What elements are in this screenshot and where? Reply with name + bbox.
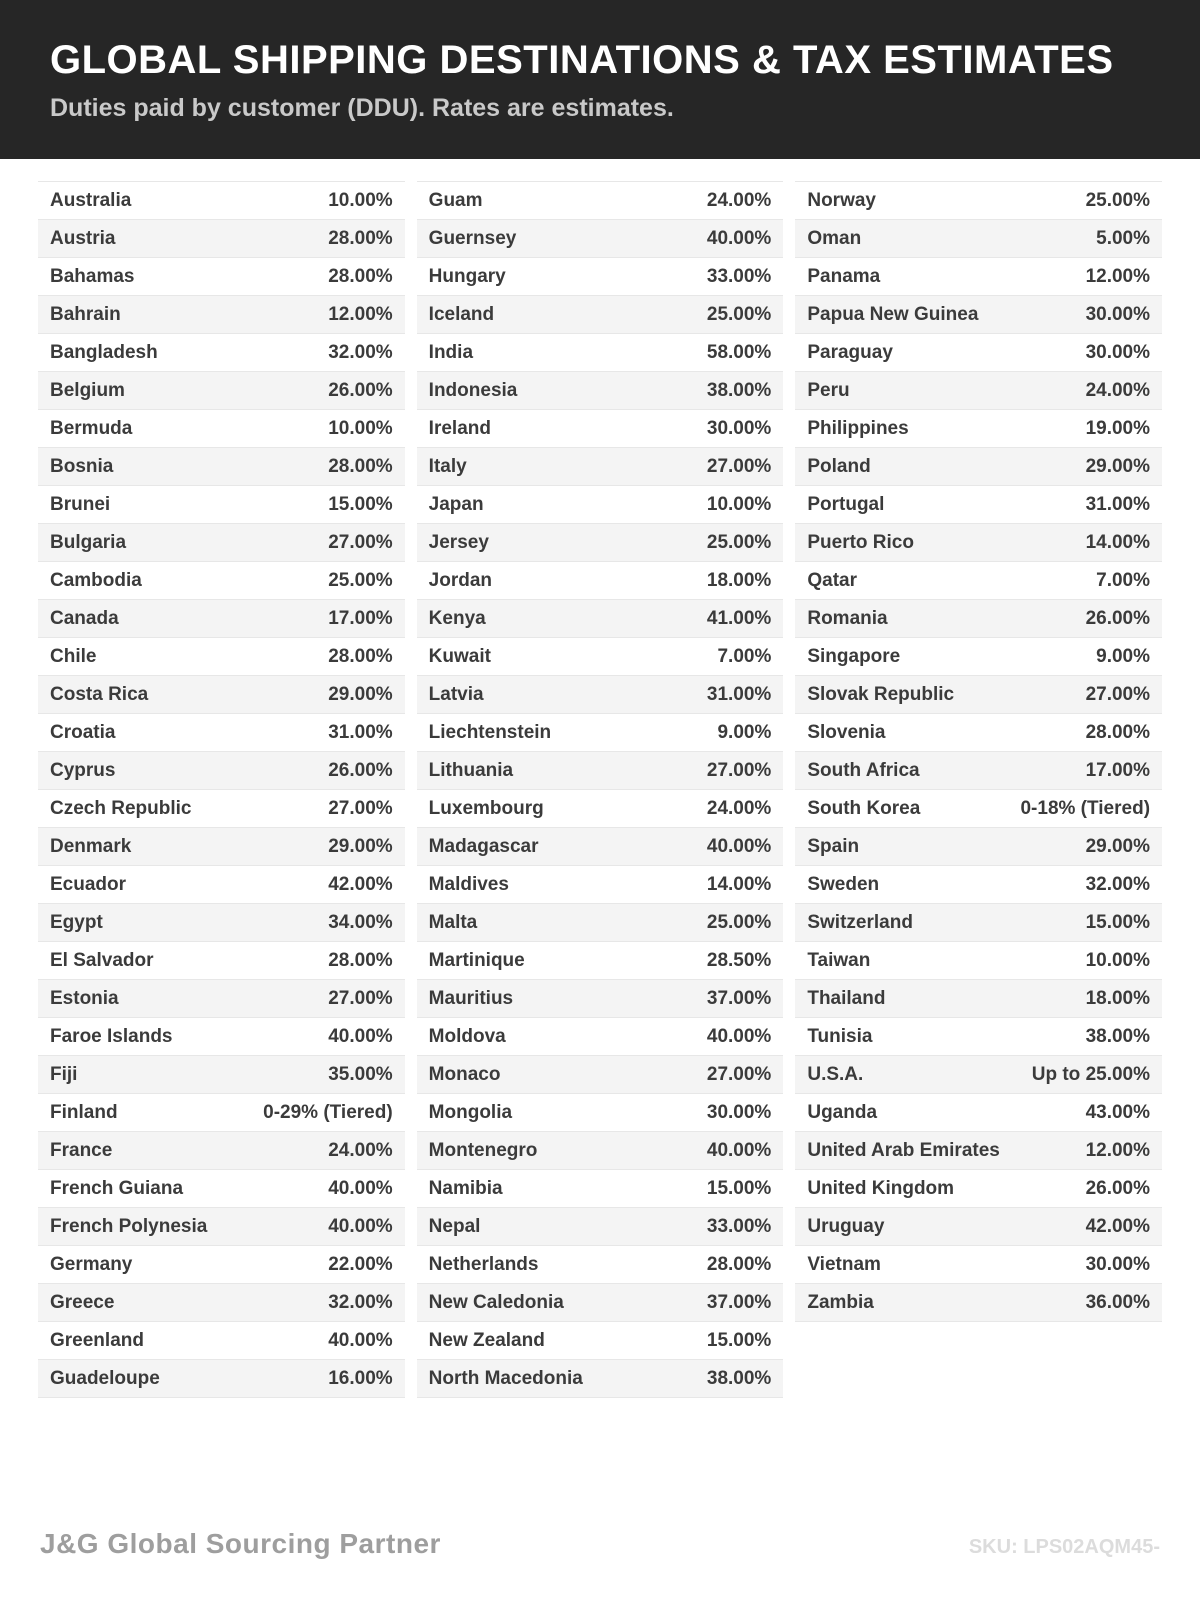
tax-rate: 28.00% bbox=[1085, 721, 1151, 743]
country-name: Madagascar bbox=[428, 835, 539, 857]
tax-rate: 15.00% bbox=[1085, 911, 1151, 933]
tax-rate: 22.00% bbox=[328, 1253, 393, 1275]
country-name: Latvia bbox=[428, 683, 484, 705]
tax-rate: 28.00% bbox=[328, 645, 393, 667]
country-name: Romania bbox=[807, 607, 888, 629]
tax-rate: 10.00% bbox=[706, 493, 772, 515]
tax-rate: 24.00% bbox=[328, 1139, 393, 1161]
brand-name: J&G Global Sourcing Partner bbox=[40, 1528, 441, 1559]
country-name: United Arab Emirates bbox=[807, 1139, 1000, 1161]
country-name: Czech Republic bbox=[50, 797, 192, 819]
country-name: Papua New Guinea bbox=[807, 303, 979, 325]
tax-rate: 28.00% bbox=[328, 949, 393, 971]
rate-column bbox=[795, 181, 1162, 1322]
country-name: Thailand bbox=[807, 987, 886, 1009]
table-row bbox=[795, 258, 1162, 296]
tax-rate: 30.00% bbox=[1085, 1253, 1151, 1275]
country-name: Cambodia bbox=[50, 569, 142, 591]
country-name: United Kingdom bbox=[807, 1177, 955, 1199]
country-name: Tunisia bbox=[807, 1025, 873, 1047]
table-row bbox=[38, 828, 405, 866]
table-row bbox=[417, 334, 784, 372]
tax-rate: 38.00% bbox=[706, 1367, 772, 1389]
tax-rate: 25.00% bbox=[706, 911, 772, 933]
tax-rate: 31.00% bbox=[706, 683, 772, 705]
tax-rate: 5.00% bbox=[1096, 227, 1151, 249]
tax-rate: 9.00% bbox=[1096, 645, 1151, 667]
table-row bbox=[417, 1360, 784, 1398]
country-name: Poland bbox=[807, 455, 871, 477]
tax-rate: 41.00% bbox=[706, 607, 772, 629]
table-row bbox=[795, 714, 1162, 752]
table-row bbox=[795, 182, 1162, 220]
tax-rate: 58.00% bbox=[706, 341, 772, 363]
tax-rate: 28.00% bbox=[328, 455, 393, 477]
country-name: Switzerland bbox=[807, 911, 913, 933]
table-row bbox=[38, 220, 405, 258]
rates-table bbox=[0, 159, 1200, 1398]
tax-rate: 42.00% bbox=[328, 873, 393, 895]
country-name: Philippines bbox=[807, 417, 909, 439]
tax-rate: 26.00% bbox=[328, 759, 393, 781]
tax-rate: 33.00% bbox=[706, 1215, 772, 1237]
country-name: New Caledonia bbox=[428, 1291, 564, 1313]
table-row bbox=[38, 1056, 405, 1094]
table-row bbox=[38, 1132, 405, 1170]
tax-rate: 37.00% bbox=[706, 1291, 772, 1313]
country-name: French Polynesia bbox=[50, 1215, 208, 1237]
table-row bbox=[795, 410, 1162, 448]
tax-rate: 30.00% bbox=[1085, 341, 1151, 363]
tax-rate: 29.00% bbox=[1085, 835, 1151, 857]
table-row bbox=[417, 182, 784, 220]
table-row bbox=[38, 1094, 405, 1132]
country-name: Faroe Islands bbox=[50, 1025, 173, 1047]
tax-rate: 29.00% bbox=[328, 835, 393, 857]
country-name: Singapore bbox=[807, 645, 901, 667]
table-row bbox=[795, 1094, 1162, 1132]
table-row bbox=[417, 1094, 784, 1132]
tax-rate: 12.00% bbox=[1085, 1139, 1151, 1161]
country-name: Slovak Republic bbox=[807, 683, 955, 705]
tax-rate: 18.00% bbox=[706, 569, 772, 591]
tax-rate: 32.00% bbox=[328, 341, 393, 363]
tax-rate: 24.00% bbox=[1085, 379, 1151, 401]
country-name: Jersey bbox=[428, 531, 489, 553]
tax-rate: 15.00% bbox=[328, 493, 393, 515]
table-row bbox=[38, 1322, 405, 1360]
country-name: South Africa bbox=[807, 759, 920, 781]
country-name: Kuwait bbox=[428, 645, 491, 667]
tax-rate: 38.00% bbox=[706, 379, 772, 401]
country-name: Fiji bbox=[50, 1063, 78, 1085]
tax-rate: Up to 25.00% bbox=[1031, 1063, 1151, 1085]
rate-column bbox=[38, 181, 405, 1398]
country-name: North Macedonia bbox=[428, 1367, 583, 1389]
country-name: Slovenia bbox=[807, 721, 886, 743]
table-row bbox=[417, 676, 784, 714]
tax-rate: 25.00% bbox=[328, 569, 393, 591]
country-name: Costa Rica bbox=[50, 683, 149, 705]
country-name: New Zealand bbox=[428, 1329, 545, 1351]
table-row bbox=[417, 980, 784, 1018]
tax-rate: 27.00% bbox=[1085, 683, 1151, 705]
country-name: Denmark bbox=[50, 835, 132, 857]
table-row bbox=[38, 980, 405, 1018]
country-name: Bermuda bbox=[50, 417, 133, 439]
tax-rate: 35.00% bbox=[328, 1063, 393, 1085]
country-name: Namibia bbox=[428, 1177, 503, 1199]
tax-rate: 9.00% bbox=[717, 721, 772, 743]
country-name: Zambia bbox=[807, 1291, 874, 1313]
tax-rate: 18.00% bbox=[1085, 987, 1151, 1009]
country-name: Guadeloupe bbox=[50, 1367, 160, 1389]
tax-rate: 14.00% bbox=[1085, 531, 1151, 553]
tax-rate: 0-18% (Tiered) bbox=[1020, 797, 1151, 819]
table-row bbox=[38, 866, 405, 904]
country-name: Norway bbox=[807, 189, 876, 211]
country-name: Jordan bbox=[428, 569, 493, 591]
country-name: Ecuador bbox=[50, 873, 127, 895]
tax-rate: 40.00% bbox=[328, 1215, 393, 1237]
country-name: Greece bbox=[50, 1291, 115, 1313]
country-name: India bbox=[428, 341, 474, 363]
tax-rate: 33.00% bbox=[706, 265, 772, 287]
table-row bbox=[417, 866, 784, 904]
table-row bbox=[38, 486, 405, 524]
tax-rate: 31.00% bbox=[1085, 493, 1151, 515]
page-subtitle: Duties paid by customer (DDU). Rates are estimates. bbox=[50, 94, 674, 122]
country-name: Spain bbox=[807, 835, 860, 857]
country-name: Montenegro bbox=[428, 1139, 538, 1161]
table-row bbox=[38, 752, 405, 790]
country-name: Martinique bbox=[428, 949, 525, 971]
table-row bbox=[38, 372, 405, 410]
tax-rate: 10.00% bbox=[328, 189, 393, 211]
sku-label: SKU: LPS02AQM45- bbox=[968, 1536, 1160, 1558]
table-row bbox=[417, 1056, 784, 1094]
table-row bbox=[795, 638, 1162, 676]
table-row bbox=[795, 448, 1162, 486]
table-row bbox=[38, 790, 405, 828]
table-row bbox=[795, 1132, 1162, 1170]
country-name: Kenya bbox=[428, 607, 486, 629]
tax-rate: 24.00% bbox=[706, 797, 772, 819]
table-row bbox=[417, 524, 784, 562]
table-row bbox=[417, 1170, 784, 1208]
table-row bbox=[795, 1170, 1162, 1208]
tax-rate: 27.00% bbox=[328, 797, 393, 819]
table-row bbox=[795, 942, 1162, 980]
table-row bbox=[417, 1322, 784, 1360]
table-row bbox=[795, 220, 1162, 258]
rate-column bbox=[417, 181, 784, 1398]
tax-rate: 25.00% bbox=[706, 531, 772, 553]
table-row bbox=[38, 1284, 405, 1322]
table-row bbox=[417, 562, 784, 600]
table-row bbox=[417, 296, 784, 334]
country-name: Maldives bbox=[428, 873, 509, 895]
table-row bbox=[417, 1018, 784, 1056]
table-row bbox=[417, 448, 784, 486]
table-row bbox=[795, 1018, 1162, 1056]
table-row bbox=[38, 296, 405, 334]
country-name: Austria bbox=[50, 227, 116, 249]
tax-rate: 26.00% bbox=[1085, 607, 1151, 629]
country-name: Italy bbox=[428, 455, 467, 477]
table-row bbox=[795, 828, 1162, 866]
tax-rate: 12.00% bbox=[328, 303, 393, 325]
country-name: Japan bbox=[428, 493, 484, 515]
tax-rate: 28.50% bbox=[706, 949, 772, 971]
country-name: Paraguay bbox=[807, 341, 893, 363]
country-name: Croatia bbox=[50, 721, 116, 743]
table-row bbox=[38, 1170, 405, 1208]
country-name: Bulgaria bbox=[50, 531, 127, 553]
country-name: Indonesia bbox=[428, 379, 518, 401]
table-row bbox=[795, 486, 1162, 524]
tax-rate: 40.00% bbox=[706, 1025, 772, 1047]
country-name: U.S.A. bbox=[807, 1063, 864, 1085]
tax-rate: 31.00% bbox=[328, 721, 393, 743]
table-row bbox=[417, 942, 784, 980]
country-name: Canada bbox=[50, 607, 119, 629]
table-row bbox=[38, 1208, 405, 1246]
tax-rate: 29.00% bbox=[328, 683, 393, 705]
table-row bbox=[795, 1246, 1162, 1284]
country-name: Uruguay bbox=[807, 1215, 885, 1237]
tax-rate: 27.00% bbox=[706, 1063, 772, 1085]
table-row bbox=[38, 524, 405, 562]
country-name: Bahrain bbox=[50, 303, 121, 325]
table-row bbox=[417, 828, 784, 866]
table-row bbox=[417, 258, 784, 296]
table-row bbox=[795, 1208, 1162, 1246]
country-name: Bangladesh bbox=[50, 341, 158, 363]
tax-rate: 7.00% bbox=[717, 645, 772, 667]
tax-rate: 17.00% bbox=[328, 607, 393, 629]
table-row bbox=[417, 600, 784, 638]
table-row bbox=[417, 220, 784, 258]
country-name: Malta bbox=[428, 911, 478, 933]
table-row bbox=[417, 486, 784, 524]
country-name: Australia bbox=[50, 189, 132, 211]
tax-rate: 25.00% bbox=[1085, 189, 1151, 211]
tax-rate: 16.00% bbox=[328, 1367, 393, 1389]
country-name: Portugal bbox=[807, 493, 885, 515]
table-row bbox=[38, 638, 405, 676]
country-name: Germany bbox=[50, 1253, 133, 1275]
country-name: Luxembourg bbox=[428, 797, 544, 819]
table-row bbox=[795, 866, 1162, 904]
table-row bbox=[795, 600, 1162, 638]
tax-rate: 26.00% bbox=[1085, 1177, 1151, 1199]
table-row bbox=[38, 448, 405, 486]
tax-rate: 25.00% bbox=[706, 303, 772, 325]
page-footer bbox=[0, 1528, 1200, 1560]
table-row bbox=[38, 1018, 405, 1056]
tax-rate: 28.00% bbox=[706, 1253, 772, 1275]
tax-rate: 36.00% bbox=[1085, 1291, 1151, 1313]
tax-rate: 27.00% bbox=[706, 759, 772, 781]
tax-rate: 0-29% (Tiered) bbox=[263, 1101, 393, 1123]
tax-rate: 40.00% bbox=[706, 1139, 772, 1161]
country-name: Puerto Rico bbox=[807, 531, 914, 553]
country-name: Brunei bbox=[50, 493, 111, 515]
country-name: Egypt bbox=[50, 911, 103, 933]
table-row bbox=[417, 1284, 784, 1322]
country-name: Bahamas bbox=[50, 265, 135, 287]
table-row bbox=[38, 904, 405, 942]
country-name: Chile bbox=[50, 645, 97, 667]
table-row bbox=[38, 1246, 405, 1284]
table-row bbox=[795, 524, 1162, 562]
tax-rate: 26.00% bbox=[328, 379, 393, 401]
table-row bbox=[795, 1056, 1162, 1094]
country-name: Taiwan bbox=[807, 949, 871, 971]
table-row bbox=[417, 638, 784, 676]
table-row bbox=[795, 1284, 1162, 1322]
page-header bbox=[0, 0, 1200, 159]
table-row bbox=[795, 904, 1162, 942]
tax-rate: 40.00% bbox=[706, 835, 772, 857]
table-row bbox=[38, 676, 405, 714]
country-name: Qatar bbox=[807, 569, 857, 591]
table-row bbox=[795, 752, 1162, 790]
tax-rate: 29.00% bbox=[1085, 455, 1151, 477]
table-row bbox=[38, 258, 405, 296]
table-row bbox=[795, 790, 1162, 828]
table-row bbox=[38, 562, 405, 600]
country-name: El Salvador bbox=[50, 949, 154, 971]
table-row bbox=[795, 372, 1162, 410]
table-row bbox=[417, 1246, 784, 1284]
country-name: Lithuania bbox=[428, 759, 514, 781]
tax-rate: 27.00% bbox=[328, 987, 393, 1009]
country-name: Greenland bbox=[50, 1329, 144, 1351]
tax-rate: 34.00% bbox=[328, 911, 393, 933]
country-name: Mongolia bbox=[428, 1101, 513, 1123]
tax-rate: 40.00% bbox=[328, 1177, 393, 1199]
tax-rate: 30.00% bbox=[706, 417, 772, 439]
tax-rate: 12.00% bbox=[1085, 265, 1151, 287]
tax-rate: 43.00% bbox=[1085, 1101, 1151, 1123]
page-title: GLOBAL SHIPPING DESTINATIONS & TAX ESTIMATES bbox=[50, 38, 1114, 82]
country-name: Guam bbox=[428, 189, 483, 211]
tax-rate: 17.00% bbox=[1085, 759, 1151, 781]
country-name: Vietnam bbox=[807, 1253, 881, 1275]
country-name: Nepal bbox=[428, 1215, 481, 1237]
tax-rate: 10.00% bbox=[1085, 949, 1151, 971]
table-row bbox=[417, 790, 784, 828]
table-row bbox=[38, 1360, 405, 1398]
tax-rate: 15.00% bbox=[706, 1177, 772, 1199]
tax-rate: 32.00% bbox=[328, 1291, 393, 1313]
country-name: Netherlands bbox=[428, 1253, 539, 1275]
tax-rate: 10.00% bbox=[328, 417, 393, 439]
table-row bbox=[38, 410, 405, 448]
table-row bbox=[417, 410, 784, 448]
country-name: Finland bbox=[50, 1101, 118, 1123]
tax-rate: 40.00% bbox=[328, 1025, 393, 1047]
table-row bbox=[38, 334, 405, 372]
table-row bbox=[417, 714, 784, 752]
country-name: France bbox=[50, 1139, 113, 1161]
tax-rate: 27.00% bbox=[706, 455, 772, 477]
table-row bbox=[795, 980, 1162, 1018]
country-name: Panama bbox=[807, 265, 881, 287]
tax-rate: 24.00% bbox=[706, 189, 772, 211]
tax-rate: 14.00% bbox=[706, 873, 772, 895]
table-row bbox=[38, 714, 405, 752]
table-row bbox=[38, 942, 405, 980]
country-name: Guernsey bbox=[428, 227, 517, 249]
tax-rate: 27.00% bbox=[328, 531, 393, 553]
table-row bbox=[417, 1132, 784, 1170]
country-name: Ireland bbox=[428, 417, 491, 439]
table-row bbox=[38, 600, 405, 638]
table-row bbox=[417, 904, 784, 942]
country-name: Belgium bbox=[50, 379, 125, 401]
tax-rate: 30.00% bbox=[1085, 303, 1151, 325]
tax-rate: 40.00% bbox=[706, 227, 772, 249]
table-row bbox=[795, 334, 1162, 372]
country-name: Sweden bbox=[807, 873, 880, 895]
table-row bbox=[795, 562, 1162, 600]
tax-rate: 42.00% bbox=[1085, 1215, 1151, 1237]
country-name: Liechtenstein bbox=[428, 721, 552, 743]
tax-rate: 40.00% bbox=[328, 1329, 393, 1351]
table-row bbox=[417, 1208, 784, 1246]
tax-rate: 19.00% bbox=[1085, 417, 1151, 439]
tax-rate: 7.00% bbox=[1096, 569, 1151, 591]
table-row bbox=[795, 296, 1162, 334]
country-name: Uganda bbox=[807, 1101, 878, 1123]
country-name: Bosnia bbox=[50, 455, 114, 477]
country-name: Estonia bbox=[50, 987, 119, 1009]
table-row bbox=[795, 676, 1162, 714]
tax-rate: 15.00% bbox=[706, 1329, 772, 1351]
country-name: Mauritius bbox=[428, 987, 514, 1009]
country-name: Hungary bbox=[428, 265, 506, 287]
table-row bbox=[38, 182, 405, 220]
tax-rate: 30.00% bbox=[706, 1101, 772, 1123]
tax-rate: 37.00% bbox=[706, 987, 772, 1009]
country-name: South Korea bbox=[807, 797, 921, 819]
tax-rate: 28.00% bbox=[328, 265, 393, 287]
country-name: Monaco bbox=[428, 1063, 501, 1085]
country-name: Moldova bbox=[428, 1025, 506, 1047]
country-name: Oman bbox=[807, 227, 862, 249]
country-name: Iceland bbox=[428, 303, 495, 325]
tax-rate: 32.00% bbox=[1085, 873, 1151, 895]
tax-rate: 28.00% bbox=[328, 227, 393, 249]
table-row bbox=[417, 752, 784, 790]
table-row bbox=[417, 372, 784, 410]
country-name: Peru bbox=[807, 379, 850, 401]
country-name: French Guiana bbox=[50, 1177, 184, 1199]
country-name: Cyprus bbox=[50, 759, 116, 781]
tax-rate: 38.00% bbox=[1085, 1025, 1151, 1047]
